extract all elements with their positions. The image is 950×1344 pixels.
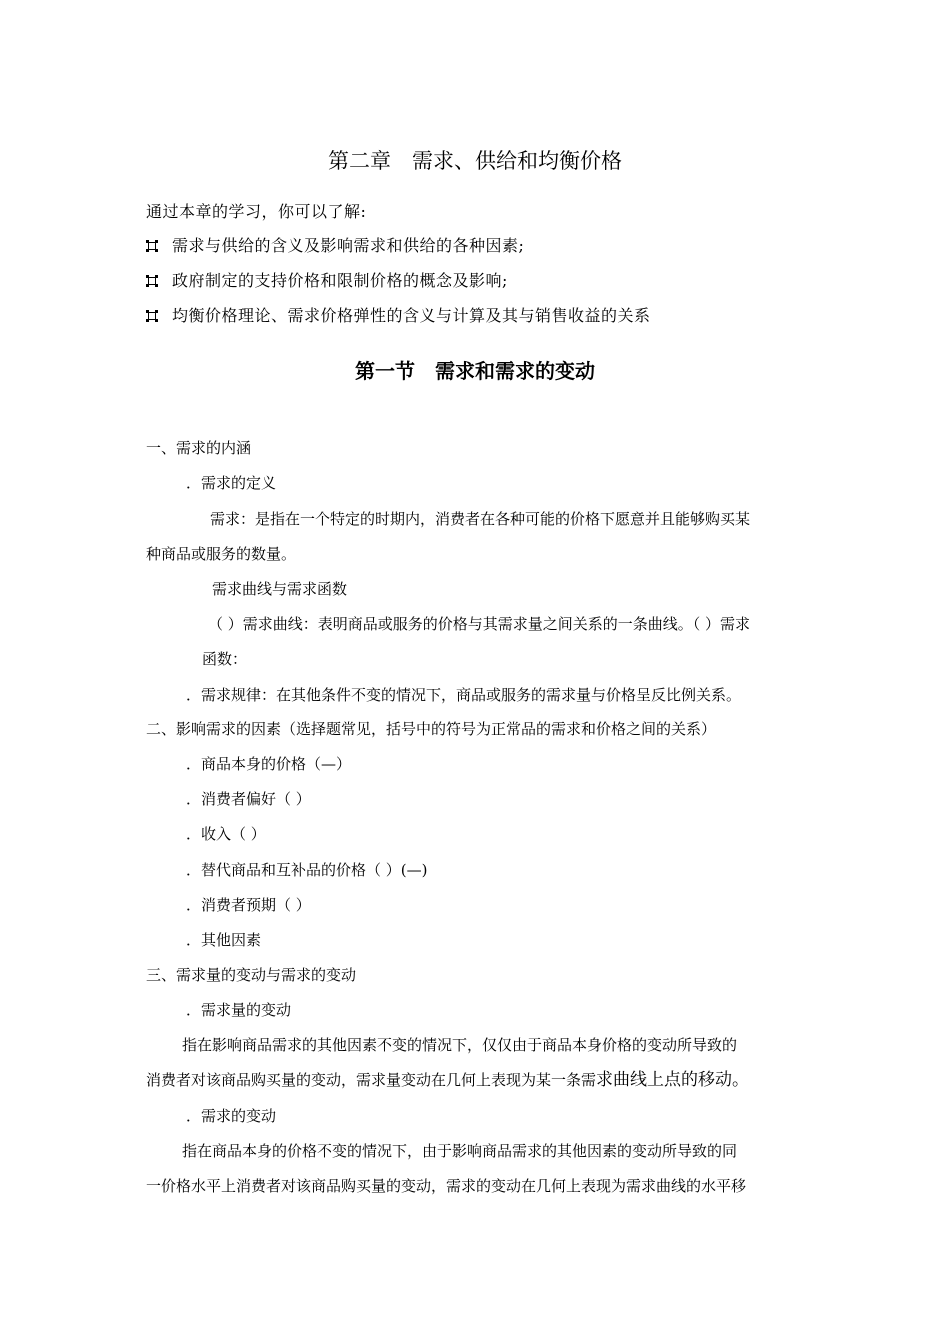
chapter-title: 第二章 需求、供给和均衡价格 — [328, 149, 622, 173]
paragraph-line: 指在商品本身的价格不变的情况下，由于影响商品需求的其他因素的变动所导致的同 — [182, 1142, 738, 1160]
section-title: 第一节 需求和需求的变动 — [355, 359, 595, 383]
paragraph-line: 函数： — [202, 650, 248, 668]
square-bullet-icon — [146, 240, 158, 252]
subheading-quantity-change: ．需求量的变动 — [186, 1001, 292, 1019]
objective-text: 需求与供给的含义及影响需求和供给的各种因素; — [172, 236, 525, 255]
square-bullet-icon — [146, 275, 158, 287]
square-bullet-icon — [146, 310, 158, 322]
paragraph-line: 指在影响商品需求的其他因素不变的情况下，仅仅由于商品本身价格的变动所导致的 — [182, 1036, 738, 1054]
demand-law-line: ．需求规律：在其他条件不变的情况下，商品或服务的需求量与价格呈反比例关系。 — [186, 686, 742, 704]
subheading-demand-curve: 需求曲线与需求函数 — [212, 580, 348, 598]
objective-text: 政府制定的支持价格和限制价格的概念及影响; — [172, 271, 508, 290]
paragraph-line: 一价格水平上消费者对该商品购买量的变动，需求的变动在几何上表现为需求曲线的水平移 — [146, 1177, 747, 1195]
objective-item — [146, 306, 651, 326]
paragraph-line: 需求：是指在一个特定的时期内，消费者在各种可能的价格下愿意并且能够购买某 — [210, 510, 751, 528]
paragraph-line: 种商品或服务的数量。 — [146, 545, 297, 563]
objective-text: 均衡价格理论、需求价格弹性的含义与计算及其与销售收益的关系 — [172, 306, 651, 325]
factor-item: ．替代商品和互补品的价格（ ）(—) — [186, 861, 428, 879]
objective-item — [146, 236, 524, 256]
factor-item: ．其他因素 — [186, 931, 262, 949]
factor-item: ．商品本身的价格（—） — [186, 755, 352, 773]
factor-item: ．消费者偏好（ ） — [186, 790, 311, 808]
heading-demand-meaning: 一、需求的内涵 — [146, 439, 252, 457]
heading-demand-factors: 二、影响需求的因素（选择题常见，括号中的符号为正常品的需求和价格之间的关系） — [146, 720, 717, 738]
paragraph-line — [146, 1070, 749, 1090]
paragraph-line: （ ）需求曲线：表明商品或服务的价格与其需求量之间关系的一条曲线。（ ）需求 — [208, 615, 751, 633]
factor-item: ．消费者预期（ ） — [186, 896, 311, 914]
heading-demand-change: 三、需求量的变动与需求的变动 — [146, 966, 357, 984]
paragraph-segment: 求曲线上点的移动。 — [596, 1070, 750, 1090]
intro-text: 通过本章的学习，你可以了解: — [146, 202, 367, 221]
subheading-demand-definition: ．需求的定义 — [186, 474, 277, 492]
objective-item — [146, 271, 508, 291]
subheading-demand-shift: ．需求的变动 — [186, 1107, 277, 1125]
paragraph-segment: 消费者对该商品购买量的变动，需求量变动在几何上表现为某一条需 — [146, 1071, 597, 1089]
factor-item: ．收入（ ） — [186, 825, 266, 843]
